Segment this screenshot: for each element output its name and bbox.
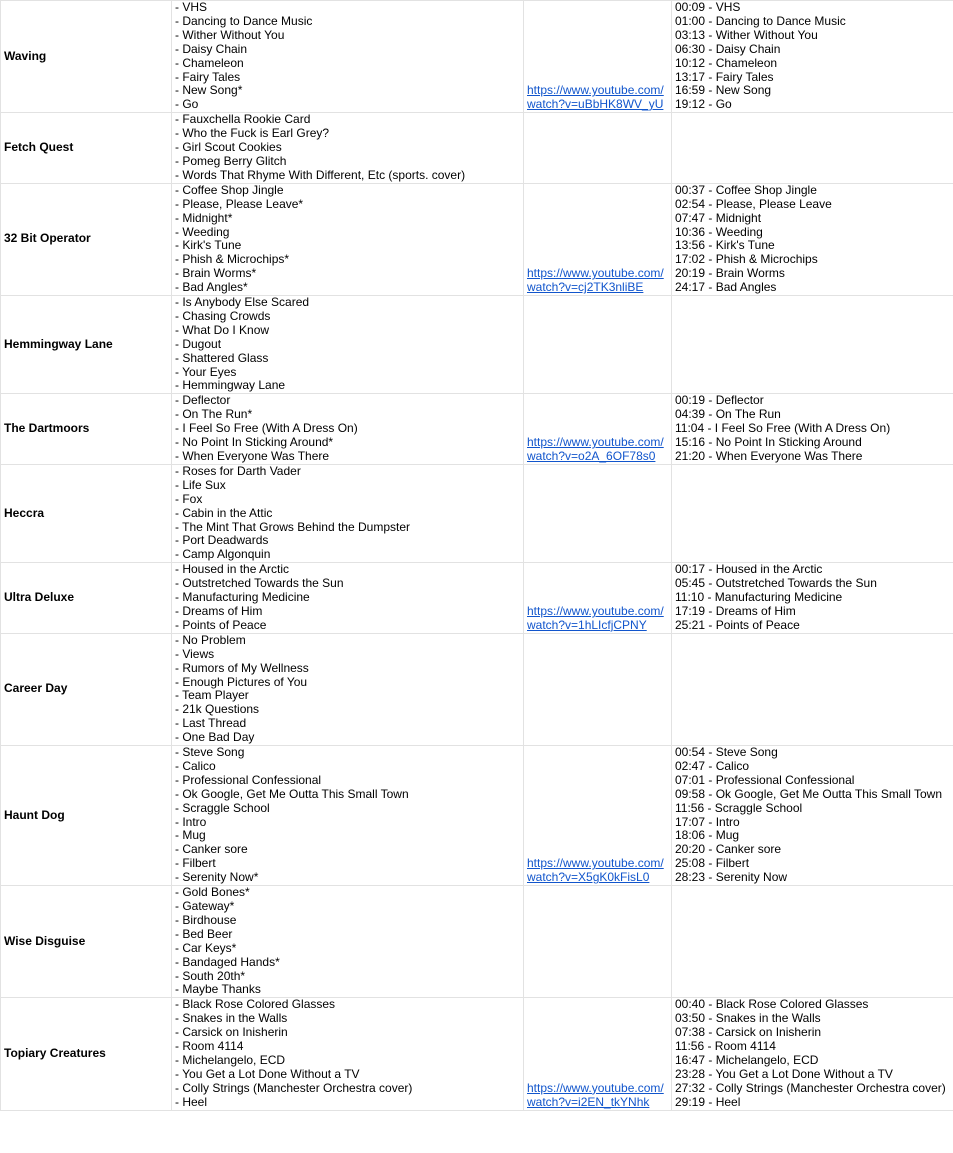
- table-row: [1, 183, 953, 295]
- setlist-song: - Enough Pictures of You: [175, 674, 308, 689]
- setlist-song: - Roses for Darth Vader: [175, 464, 301, 478]
- video-link-cell[interactable]: [524, 746, 672, 886]
- band-name-cell[interactable]: Wise Disguise: [1, 886, 172, 998]
- setlist-song: - One Bad Day: [175, 730, 255, 745]
- table-row: [1, 998, 953, 1110]
- setlist-song: - Maybe Thanks: [175, 982, 261, 997]
- timestamp-entry: 00:19 - Deflector: [675, 393, 764, 408]
- setlist-song: - Daisy Chain: [175, 41, 248, 56]
- setlist-song: - Scraggle School: [175, 800, 270, 815]
- setlist-song: - Room 4114: [175, 1039, 244, 1054]
- setlist-song: - Is Anybody Else Scared: [175, 295, 310, 310]
- table-row: [1, 296, 953, 394]
- setlist-song: - Heel: [175, 1094, 208, 1109]
- timestamp-entry: 07:38 - Carsick on Inisherin: [675, 1025, 822, 1040]
- timestamps-cell[interactable]: [672, 1, 953, 113]
- setlist-song: - Life Sux: [175, 477, 226, 492]
- setlist-song: - Fairy Tales: [175, 69, 241, 84]
- setlist-song: - Rumors of My Wellness: [175, 660, 309, 675]
- timestamp-entry: 00:40 - Black Rose Colored Glasses: [675, 997, 869, 1012]
- timestamp-entry: 11:56 - Scraggle School: [675, 800, 803, 815]
- setlist-song: - Car Keys*: [175, 940, 237, 955]
- setlist-song: - Carsick on Inisherin: [175, 1025, 288, 1040]
- timestamp-entry: 10:12 - Chameleon: [675, 55, 778, 70]
- setlist-song: - Phish & Microchips*: [175, 252, 290, 267]
- setlist-cell[interactable]: [172, 113, 524, 184]
- band-name-cell[interactable]: 32 Bit Operator: [1, 183, 172, 295]
- timestamp-entry: 17:02 - Phish & Microchips: [675, 252, 818, 267]
- setlist-song: - Steve Song: [175, 745, 245, 760]
- video-link-cell[interactable]: [524, 464, 672, 562]
- youtube-link[interactable]: https://www.youtube.com/watch?v=o2A_6OF78s0: [527, 435, 664, 463]
- setlist-song: - VHS: [175, 0, 208, 14]
- setlist-song: - Midnight*: [175, 210, 233, 225]
- setlist-song: - Girl Scout Cookies: [175, 140, 282, 155]
- timestamps-cell[interactable]: [672, 998, 953, 1110]
- setlist-song: - Wither Without You: [175, 27, 285, 42]
- video-link-cell[interactable]: [524, 183, 672, 295]
- setlist-song: - Fox: [175, 491, 203, 506]
- setlist-song: - Chameleon: [175, 55, 244, 70]
- setlist-cell[interactable]: [172, 563, 524, 634]
- timestamp-entry: 20:19 - Brain Worms: [675, 266, 785, 281]
- timestamp-entry: 25:21 - Points of Peace: [675, 617, 800, 632]
- timestamp-entry: 25:08 - Filbert: [675, 856, 750, 871]
- setlist-song: - Words That Rhyme With Different, Etc (sports. cover): [175, 167, 466, 182]
- setlist-song: - New Song*: [175, 83, 243, 98]
- timestamps-cell[interactable]: [672, 296, 953, 394]
- table-row: [1, 886, 953, 998]
- table-row: [1, 113, 953, 184]
- setlist-song: - Filbert: [175, 856, 216, 871]
- setlist-song: - Black Rose Colored Glasses: [175, 997, 336, 1012]
- setlist-song: - Housed in the Arctic: [175, 562, 290, 577]
- timestamp-entry: 18:06 - Mug: [675, 828, 740, 843]
- timestamp-entry: 20:20 - Canker sore: [675, 842, 782, 857]
- setlist-cell[interactable]: [172, 746, 524, 886]
- band-name-cell[interactable]: Topiary Creatures: [1, 998, 172, 1110]
- timestamp-entry: 00:17 - Housed in the Arctic: [675, 562, 823, 577]
- setlist-song: - Ok Google, Get Me Outta This Small Town: [175, 786, 409, 801]
- youtube-link[interactable]: https://www.youtube.com/watch?v=uBbHK8WV_yU: [527, 83, 664, 112]
- setlist-song: - Bandaged Hands*: [175, 954, 280, 969]
- timestamp-entry: 04:39 - On The Run: [675, 407, 781, 422]
- band-name-cell[interactable]: Ultra Deluxe: [1, 563, 172, 634]
- setlist-song: - Coffee Shop Jingle: [175, 183, 284, 197]
- band-name-cell[interactable]: Career Day: [1, 633, 172, 745]
- setlist-song: - On The Run*: [175, 407, 253, 422]
- setlist-song: - You Get a Lot Done Without a TV: [175, 1066, 360, 1081]
- video-link-cell[interactable]: [524, 998, 672, 1110]
- timestamp-entry: 13:17 - Fairy Tales: [675, 69, 774, 84]
- setlist-song: - Shattered Glass: [175, 350, 269, 365]
- setlist-cell[interactable]: [172, 183, 524, 295]
- band-name-cell[interactable]: Haunt Dog: [1, 746, 172, 886]
- setlist-song: - Hemmingway Lane: [175, 378, 286, 393]
- setlist-song: - Chasing Crowds: [175, 308, 271, 323]
- timestamp-entry: 11:56 - Room 4114: [675, 1039, 776, 1054]
- setlist-song: - Points of Peace: [175, 617, 267, 632]
- timestamps-cell[interactable]: [672, 113, 953, 184]
- setlist-song: - I Feel So Free (With A Dress On): [175, 421, 358, 436]
- table-row: [1, 633, 953, 745]
- setlist-cell[interactable]: [172, 394, 524, 465]
- table-row: [1, 464, 953, 562]
- setlist-song: - Intro: [175, 814, 207, 829]
- setlist-cell[interactable]: [172, 633, 524, 745]
- video-link-cell[interactable]: [524, 1, 672, 113]
- setlist-cell[interactable]: [172, 998, 524, 1110]
- setlist-song: - Weeding: [175, 224, 230, 239]
- band-name-cell[interactable]: Heccra: [1, 464, 172, 562]
- setlist-song: - When Everyone Was There: [175, 449, 330, 463]
- setlist-song: - Professional Confessional: [175, 772, 322, 787]
- timestamp-entry: 28:23 - Serenity Now: [675, 870, 788, 885]
- youtube-link[interactable]: https://www.youtube.com/watch?v=cj2TK3nliBE: [527, 266, 664, 295]
- band-name-cell[interactable]: Waving: [1, 1, 172, 113]
- setlist-song: - Camp Algonquin: [175, 547, 271, 562]
- youtube-link[interactable]: https://www.youtube.com/watch?v=i2EN_tkYNhk: [527, 1080, 664, 1109]
- youtube-link[interactable]: https://www.youtube.com/watch?v=X5gK0kFisL0: [527, 856, 664, 885]
- timestamp-entry: 05:45 - Outstretched Towards the Sun: [675, 576, 877, 591]
- setlist-song: - Fauxchella Rookie Card: [175, 112, 311, 127]
- table-row: [1, 394, 953, 465]
- timestamp-entry: 29:19 - Heel: [675, 1094, 741, 1109]
- timestamp-entry: 06:30 - Daisy Chain: [675, 41, 781, 56]
- table-row: [1, 746, 953, 886]
- timestamp-entry: 16:59 - New Song: [675, 83, 772, 98]
- setlist-cell[interactable]: [172, 464, 524, 562]
- timestamp-entry: 27:32 - Colly Strings (Manchester Orchestra cover): [675, 1080, 946, 1095]
- setlist-song: - Please, Please Leave*: [175, 196, 304, 211]
- setlist-song: - Dugout: [175, 336, 222, 351]
- timestamp-entry: 07:47 - Midnight: [675, 210, 762, 225]
- setlist-song: - What Do I Know: [175, 322, 270, 337]
- timestamps-cell[interactable]: [672, 563, 953, 634]
- setlist-song: - Team Player: [175, 688, 249, 703]
- timestamp-entry: 24:17 - Bad Angles: [675, 280, 777, 295]
- video-link-cell[interactable]: [524, 394, 672, 465]
- timestamp-entry: 00:09 - VHS: [675, 0, 741, 14]
- setlist-song: - South 20th*: [175, 968, 246, 983]
- timestamp-entry: 07:01 - Professional Confessional: [675, 772, 855, 787]
- video-link-cell[interactable]: [524, 113, 672, 184]
- timestamps-cell[interactable]: [672, 746, 953, 886]
- setlist-song: - Birdhouse: [175, 912, 237, 927]
- setlist-song: - Michelangelo, ECD: [175, 1052, 286, 1067]
- video-link-cell[interactable]: [524, 563, 672, 634]
- video-link-cell[interactable]: [524, 296, 672, 394]
- setlist-song: - Bed Beer: [175, 926, 233, 941]
- timestamp-entry: 16:47 - Michelangelo, ECD: [675, 1052, 819, 1067]
- setlist-song: - Brain Worms*: [175, 266, 257, 281]
- timestamps-cell[interactable]: [672, 464, 953, 562]
- setlist-song: - Colly Strings (Manchester Orchestra cover): [175, 1080, 413, 1095]
- timestamp-entry: 03:50 - Snakes in the Walls: [675, 1011, 821, 1026]
- video-link-cell[interactable]: [524, 886, 672, 998]
- setlist-song: - Cabin in the Attic: [175, 505, 273, 520]
- timestamp-entry: 02:47 - Calico: [675, 758, 750, 773]
- timestamp-entry: 00:37 - Coffee Shop Jingle: [675, 183, 817, 197]
- timestamp-entry: 09:58 - Ok Google, Get Me Outta This Small Town: [675, 786, 943, 801]
- setlist-song: - Outstretched Towards the Sun: [175, 576, 344, 591]
- timestamp-entry: 21:20 - When Everyone Was There: [675, 449, 863, 463]
- setlist-song: - Your Eyes: [175, 364, 237, 379]
- setlist-song: - Dancing to Dance Music: [175, 13, 313, 28]
- setlist-song: - Dreams of Him: [175, 603, 263, 618]
- setlist-song: - Calico: [175, 758, 216, 773]
- setlist-song: - Go: [175, 97, 199, 112]
- setlist-song: - Port Deadwards: [175, 533, 269, 548]
- setlist-song: - Who the Fuck is Earl Grey?: [175, 126, 330, 141]
- timestamp-entry: 03:13 - Wither Without You: [675, 27, 818, 42]
- timestamps-cell[interactable]: [672, 633, 953, 745]
- timestamp-entry: 17:07 - Intro: [675, 814, 740, 829]
- setlist-song: - No Point In Sticking Around*: [175, 435, 334, 450]
- setlist-song: - 21k Questions: [175, 702, 260, 717]
- timestamp-entry: 19:12 - Go: [675, 97, 732, 112]
- timestamp-entry: 00:54 - Steve Song: [675, 745, 778, 760]
- timestamp-entry: 11:04 - I Feel So Free (With A Dress On): [675, 421, 891, 436]
- timestamp-entry: 01:00 - Dancing to Dance Music: [675, 13, 846, 28]
- setlist-song: - Gateway*: [175, 899, 235, 913]
- band-name-cell[interactable]: The Dartmoors: [1, 394, 172, 465]
- timestamps-cell[interactable]: [672, 183, 953, 295]
- setlist-song: - Last Thread: [175, 716, 247, 731]
- setlist-song: - Snakes in the Walls: [175, 1011, 288, 1026]
- setlist-cell[interactable]: [172, 1, 524, 113]
- setlist-song: - Pomeg Berry Glitch: [175, 153, 287, 168]
- band-name-cell[interactable]: Fetch Quest: [1, 113, 172, 184]
- timestamp-entry: 02:54 - Please, Please Leave: [675, 196, 832, 211]
- sheet-body: [1, 1, 953, 1111]
- timestamp-entry: 13:56 - Kirk's Tune: [675, 238, 775, 253]
- setlist-song: - Kirk's Tune: [175, 238, 242, 253]
- setlist-song: - Manufacturing Medicine: [175, 590, 310, 605]
- setlist-song: - Bad Angles*: [175, 280, 248, 295]
- timestamps-cell[interactable]: [672, 886, 953, 998]
- table-row: [1, 563, 953, 634]
- youtube-link[interactable]: https://www.youtube.com/watch?v=1hLIcfjCPNY: [527, 603, 664, 632]
- video-link-cell[interactable]: [524, 633, 672, 745]
- setlist-cell[interactable]: [172, 296, 524, 394]
- setlist-song: - Canker sore: [175, 842, 248, 857]
- setlist-song: - Serenity Now*: [175, 870, 259, 885]
- setlist-song: - Views: [175, 646, 215, 661]
- setlist-song: - No Problem: [175, 633, 246, 647]
- setlist-song: - The Mint That Grows Behind the Dumpster: [175, 519, 410, 534]
- setlist-song: - Deflector: [175, 393, 231, 408]
- timestamp-entry: 10:36 - Weeding: [675, 224, 763, 239]
- timestamp-entry: 11:10 - Manufacturing Medicine: [675, 590, 843, 605]
- table-row: [1, 1, 953, 113]
- setlist-cell[interactable]: [172, 886, 524, 998]
- timestamp-entry: 15:16 - No Point In Sticking Around: [675, 435, 862, 450]
- timestamp-entry: 23:28 - You Get a Lot Done Without a TV: [675, 1066, 893, 1081]
- setlist-song: - Gold Bones*: [175, 885, 250, 900]
- timestamp-entry: 17:19 - Dreams of Him: [675, 603, 796, 618]
- band-name-cell[interactable]: Hemmingway Lane: [1, 296, 172, 394]
- timestamps-cell[interactable]: [672, 394, 953, 465]
- setlist-song: - Mug: [175, 828, 206, 843]
